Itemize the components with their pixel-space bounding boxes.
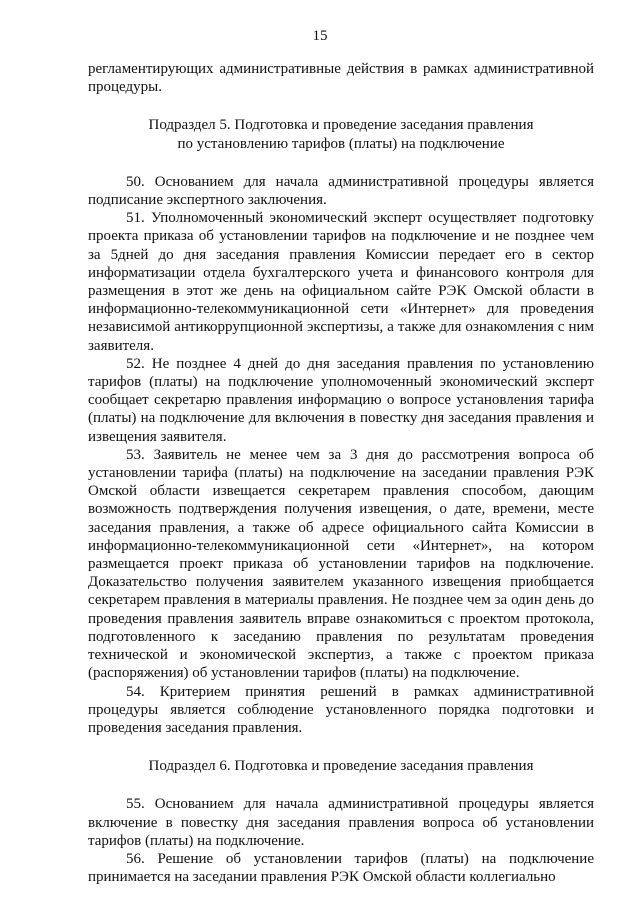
subsection-5-heading (88, 116, 594, 152)
paragraph-51: 51. Уполномоченный экономический эксперт осуществляет подготовку проекта приказа об установлении тарифов на подключение и не позднее чем за 5дней до дня заседания правления Комиссии передает его в сектор информатизации отдела бухгалтерского учета и финансового контроля для размещения в этот же день на официальном сайте РЭК Омской области в информационно-телекоммуникационной сети «Интернет» для проведения независимой антикоррупционной экспертизы, а также для ознакомления с ним заявителя. (88, 210, 594, 354)
subsection-5-title-line-2: по установлению тарифов (платы) на подключение (177, 135, 505, 152)
paragraph-55: 55. Основанием для начала административной процедуры является включение в повестку дня заседания правления вопроса об установлении тарифов (платы) на подключение. (88, 796, 594, 849)
document-body (88, 60, 594, 886)
paragraph-54: 54. Критерием принятия решений в рамках административной процедуры является соблюдение установленного порядка подготовки и проведения заседания правления. (88, 683, 594, 736)
paragraph-50: 50. Основанием для начала административной процедуры является подписание экспертного заключения. (88, 173, 594, 209)
page-number: 15 (312, 28, 328, 44)
paragraph-53: 53. Заявитель не менее чем за 3 дня до рассмотрения вопроса об установлении тарифа (платы) на подключение на заседании правления РЭК Омской области извещается секретарем правления способом, дающим возможность подтверждения получения извещения, о дате, времени, месте заседания правления, а также об адресе официального сайта Комиссии в информационно-телекоммуникационной сети «Интернет», на котором размещается проект приказа об установлении тарифов на подключение. Доказательство получения заявителем указанного извещения приобщается секретарем правления в материалы правления. Не позднее чем за один день до проведения правления заявитель вправе ознакомиться с проектом протокола, подготовленного к заседанию правления по результатам проведения технической и экономической экспертиз, а также с проектом приказа (распоряжения) об установлении тарифов (платы) на подключение. (88, 446, 594, 682)
paragraph-52: 52. Не позднее 4 дней до дня заседания правления по установлению тарифов (платы) на подключение уполномоченный экономический эксперт сообщает секретарю правления информацию о вопросе установления тарифа (платы) на подключение для включения в повестку дня заседания правления и извещения заявителя. (88, 355, 594, 445)
opening-fragment: регламентирующих административные действия в рамках административной процедуры. (88, 61, 594, 96)
paragraph-56: 56. Решение об установлении тарифов (платы) на подключение принимается на заседании правления РЭК Омской области коллегиально (88, 850, 594, 886)
subsection-5-title-line-1: Подраздел 5. Подготовка и проведение заседания правления (148, 117, 534, 134)
subsection-6-title: Подраздел 6. Подготовка и проведение заседания правления (148, 758, 534, 775)
